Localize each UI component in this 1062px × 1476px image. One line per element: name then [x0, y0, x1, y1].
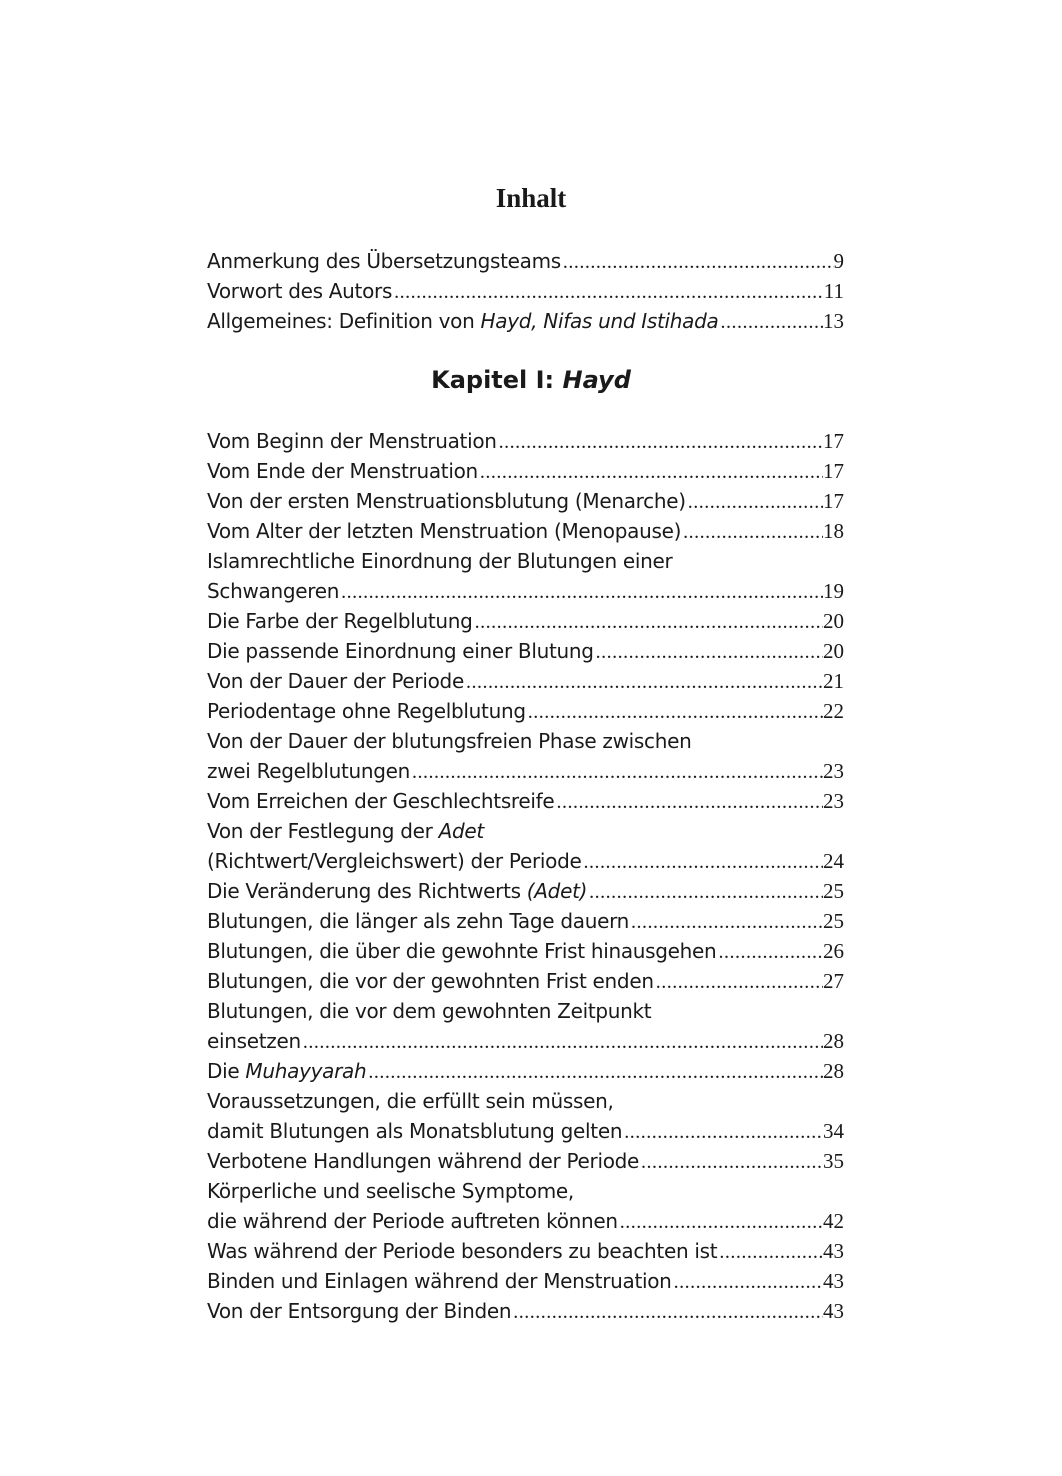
entry-title [207, 426, 497, 456]
entry-title [207, 666, 464, 696]
toc-entry[interactable] [207, 876, 844, 906]
toc-entry[interactable] [207, 756, 844, 786]
toc-entry[interactable] [207, 246, 844, 276]
chapter-label-italic: Hayd [562, 366, 631, 394]
entry-title [207, 1176, 574, 1206]
entry-title [207, 456, 478, 486]
entry-title-segment: Von der Dauer der blutungsfreien Phase zwischen [207, 729, 692, 753]
toc-entry[interactable] [207, 666, 844, 696]
toc-entry[interactable] [207, 906, 844, 936]
dot-leader [480, 457, 823, 487]
toc-entry[interactable] [207, 846, 844, 876]
page-number: 11 [823, 279, 844, 303]
dot-leader [656, 967, 823, 997]
toc-chapter-list [207, 426, 844, 1326]
entry-title-segment: Vom Alter der letzten Menstruation (Menopause) [207, 519, 682, 543]
entry-title [207, 636, 594, 666]
entry-title [207, 846, 581, 876]
dot-leader [718, 937, 823, 967]
entry-title [207, 1116, 622, 1146]
entry-title-segment: damit Blutungen als Monatsblutung gelten [207, 1119, 623, 1143]
entry-title [207, 906, 629, 936]
page-number: 13 [823, 309, 844, 333]
toc-entry[interactable] [207, 636, 844, 666]
entry-title-segment: Verbotene Handlungen während der Periode [207, 1149, 640, 1173]
toc-entry[interactable] [207, 276, 844, 306]
page-number: 20 [823, 639, 844, 663]
toc-entry[interactable] [207, 1116, 844, 1146]
page-number: 25 [823, 879, 844, 903]
entry-title [207, 966, 654, 996]
entry-title-segment: Die passende Einordnung einer Blutung [207, 639, 594, 663]
toc-entry[interactable] [207, 1296, 844, 1326]
toc-entry-line [207, 1176, 844, 1206]
entry-title-segment: Vom Beginn der Menstruation [207, 429, 497, 453]
entry-title [207, 1056, 366, 1086]
dot-leader [513, 1297, 823, 1327]
entry-title-segment: Anmerkung des Übersetzungsteams [207, 249, 561, 273]
entry-title-segment: Adet [438, 819, 484, 843]
page-title: Inhalt [495, 183, 567, 213]
entry-title-segment: Voraussetzungen, die erfüllt sein müssen, [207, 1089, 614, 1113]
entry-title [207, 726, 692, 756]
dot-leader [528, 697, 823, 727]
toc-entry-line [207, 816, 844, 846]
toc-entry[interactable] [207, 1146, 844, 1176]
toc-entry[interactable] [207, 426, 844, 456]
entry-title [207, 516, 681, 546]
entry-title [207, 246, 561, 276]
entry-title-segment: einsetzen [207, 1029, 301, 1053]
dot-leader [394, 277, 824, 307]
entry-title [207, 576, 339, 606]
toc-entry-line [207, 726, 844, 756]
page-number: 17 [823, 459, 844, 483]
toc-entry[interactable] [207, 786, 844, 816]
toc-entry[interactable] [207, 606, 844, 636]
toc-entry[interactable] [207, 1026, 844, 1056]
entry-title-segment: Von der Entsorgung der Binden [207, 1299, 512, 1323]
entry-title-segment: Von der Dauer der Periode [207, 669, 464, 693]
entry-title-segment: die während der Periode auftreten können [207, 1209, 618, 1233]
dot-leader [475, 607, 823, 637]
dot-leader [641, 1147, 823, 1177]
dot-leader [303, 1027, 823, 1057]
page-number: 25 [823, 909, 844, 933]
entry-title-segment: Hayd, Nifas und Istihada [480, 309, 719, 333]
entry-title [207, 546, 672, 576]
page-number: 21 [823, 669, 844, 693]
page-number: 42 [823, 1209, 844, 1233]
entry-title-segment: Schwangeren [207, 579, 340, 603]
entry-title-segment: Vom Ende der Menstruation [207, 459, 478, 483]
entry-title [207, 936, 716, 966]
dot-leader [583, 847, 823, 877]
page-number: 23 [823, 759, 844, 783]
toc-entry[interactable] [207, 966, 844, 996]
toc-entry[interactable] [207, 1236, 844, 1266]
toc-entry[interactable] [207, 1056, 844, 1086]
entry-title-segment: Muhayyarah [245, 1059, 367, 1083]
entry-title [207, 1206, 618, 1236]
entry-title [207, 1026, 301, 1056]
chapter-label: Kapitel I: [431, 366, 563, 394]
page-number: 26 [823, 939, 844, 963]
dot-leader [720, 307, 823, 337]
entry-title [207, 1236, 717, 1266]
entry-title-segment: Blutungen, die vor dem gewohnten Zeitpunkt [207, 999, 652, 1023]
page-number: 27 [823, 969, 844, 993]
page-number: 24 [823, 849, 844, 873]
page-number: 28 [823, 1059, 844, 1083]
entry-title-segment: Vom Erreichen der Geschlechtsreife [207, 789, 555, 813]
toc-intro-list [207, 246, 844, 336]
page-number: 20 [823, 609, 844, 633]
dot-leader [631, 907, 823, 937]
page-number: 43 [823, 1239, 844, 1263]
dot-leader [412, 757, 823, 787]
entry-title-segment: Blutungen, die über die gewohnte Frist hinausgehen [207, 939, 717, 963]
toc-entry[interactable] [207, 486, 844, 516]
dot-leader [620, 1207, 823, 1237]
dot-leader [589, 877, 823, 907]
entry-title [207, 1296, 511, 1326]
entry-title-segment: Die Veränderung des Richtwerts [207, 879, 527, 903]
entry-title-segment: Vorwort des Autors [207, 279, 393, 303]
entry-title [207, 606, 473, 636]
page-number: 35 [823, 1149, 844, 1173]
toc-entry[interactable] [207, 456, 844, 486]
page-number: 28 [823, 1029, 844, 1053]
entry-title-segment: (Richtwert/Vergleichswert) der Periode [207, 849, 582, 873]
page-number: 9 [833, 249, 844, 273]
toc-entry[interactable] [207, 576, 844, 606]
dot-leader [624, 1117, 823, 1147]
entry-title [207, 756, 410, 786]
entry-title-segment: Allgemeines: Definition von [207, 309, 481, 333]
page-number: 34 [823, 1119, 844, 1143]
page-number: 43 [823, 1299, 844, 1323]
entry-title-segment: Binden und Einlagen während der Menstruation [207, 1269, 672, 1293]
dot-leader [563, 247, 834, 277]
dot-leader [719, 1237, 823, 1267]
entry-title-segment: Körperliche und seelische Symptome, [207, 1179, 574, 1203]
chapter-heading [0, 360, 1062, 400]
entry-title [207, 276, 392, 306]
toc-entry[interactable] [207, 306, 844, 336]
entry-title-segment: Von der Festlegung der [207, 819, 439, 843]
entry-title [207, 816, 484, 846]
entry-title-segment: Periodentage ohne Regelblutung [207, 699, 526, 723]
dot-leader [683, 517, 823, 547]
dot-leader [499, 427, 823, 457]
toc-entry-line [207, 546, 844, 576]
toc-entry[interactable] [207, 696, 844, 726]
entry-title-segment: Von der ersten Menstruationsblutung (Menarche) [207, 489, 686, 513]
entry-title-segment: (Adet) [526, 879, 588, 903]
page-number: 22 [823, 699, 844, 723]
toc-entry-line [207, 996, 844, 1026]
toc-entry[interactable] [207, 1266, 844, 1296]
entry-title-segment: Die [207, 1059, 246, 1083]
entry-title-segment: Islamrechtliche Einordnung der Blutungen einer [207, 549, 673, 573]
toc-entry[interactable] [207, 1206, 844, 1236]
entry-title-segment: Blutungen, die länger als zehn Tage dauern [207, 909, 630, 933]
page-number: 17 [823, 489, 844, 513]
toc-entry[interactable] [207, 516, 844, 546]
entry-title [207, 486, 686, 516]
page-number: 18 [823, 519, 844, 543]
toc-entry[interactable] [207, 936, 844, 966]
dot-leader [596, 637, 823, 667]
entry-title-segment: zwei Regelblutungen [207, 759, 411, 783]
toc-entry-line [207, 1086, 844, 1116]
dot-leader [341, 577, 823, 607]
page-number: 17 [823, 429, 844, 453]
dot-leader [688, 487, 823, 517]
entry-title [207, 306, 718, 336]
entry-title [207, 876, 587, 906]
page-number: 43 [823, 1269, 844, 1293]
dot-leader [466, 667, 823, 697]
entry-title [207, 786, 554, 816]
page-number: 19 [823, 579, 844, 603]
entry-title [207, 996, 651, 1026]
entry-title [207, 1266, 672, 1296]
entry-title [207, 696, 526, 726]
dot-leader [674, 1267, 823, 1297]
dot-leader [556, 787, 823, 817]
dot-leader [368, 1057, 823, 1087]
entry-title [207, 1146, 639, 1176]
entry-title-segment: Die Farbe der Regelblutung [207, 609, 473, 633]
entry-title-segment: Was während der Periode besonders zu beachten ist [207, 1239, 718, 1263]
entry-title-segment: Blutungen, die vor der gewohnten Frist enden [207, 969, 654, 993]
page-number: 23 [823, 789, 844, 813]
entry-title [207, 1086, 614, 1116]
